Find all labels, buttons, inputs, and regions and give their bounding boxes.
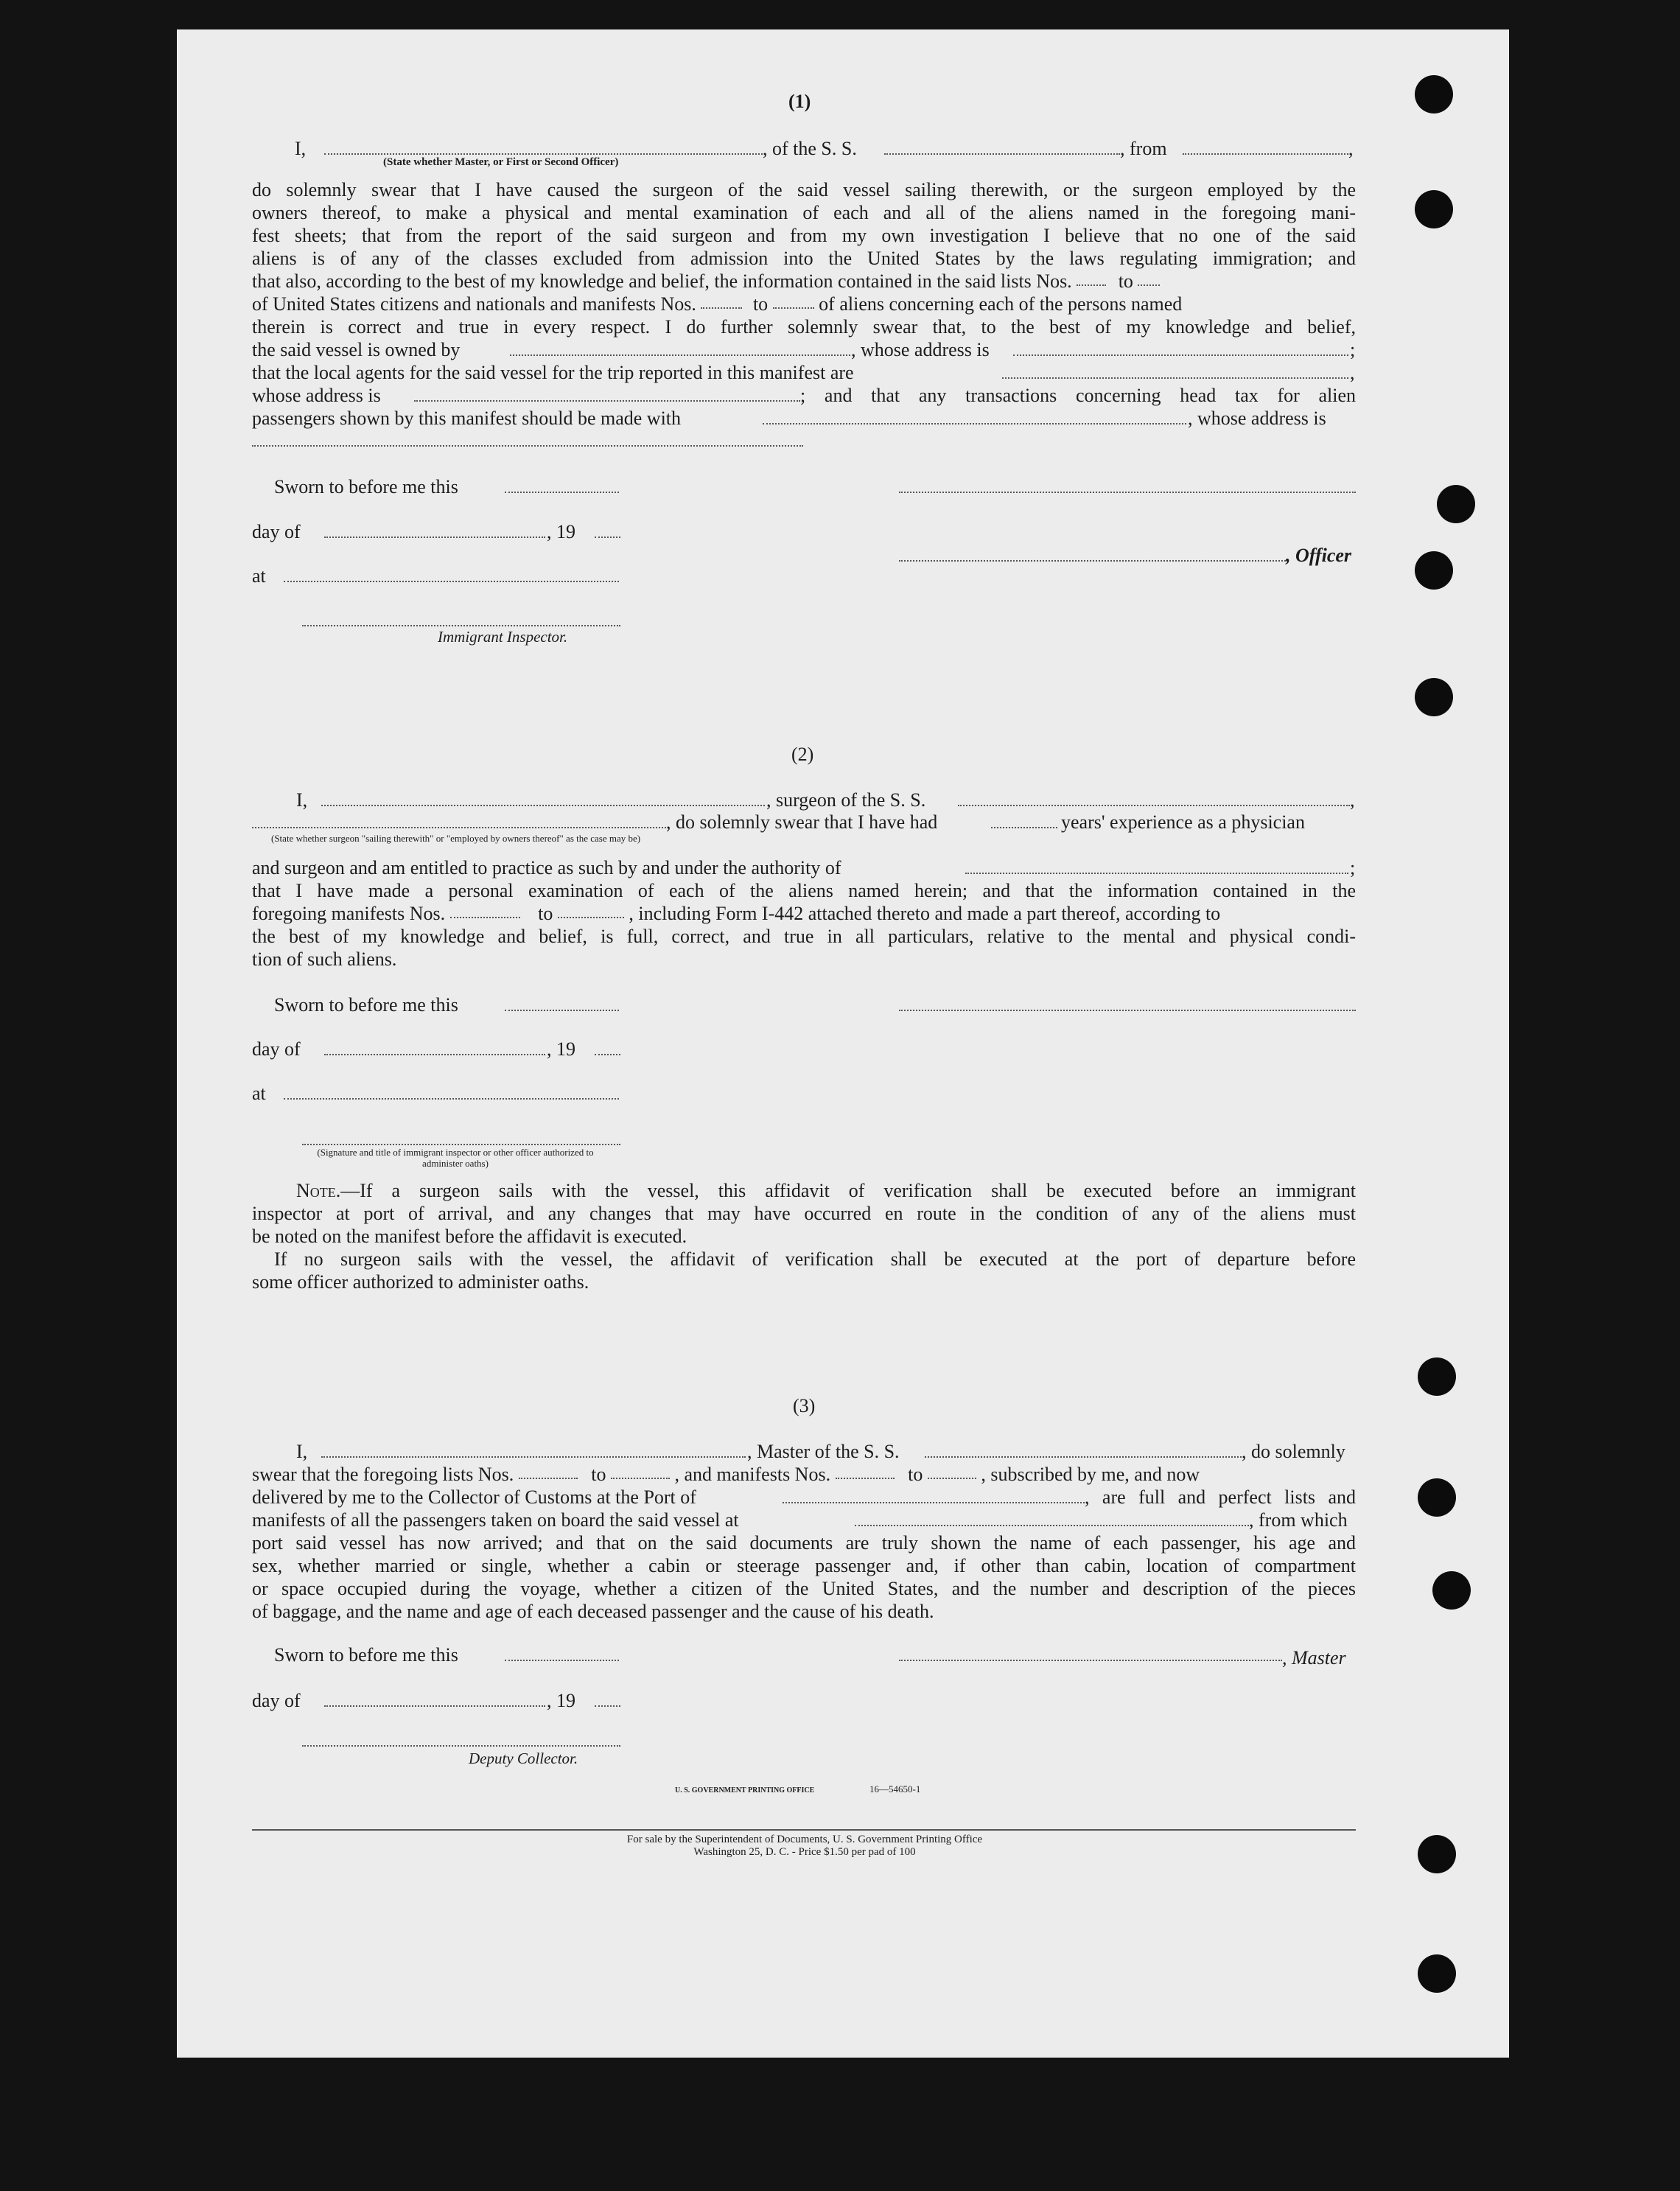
s3-boarded-end: , from which: [1249, 1509, 1348, 1531]
s2-line1-comma: ,: [1350, 789, 1355, 811]
from-port-line: [1183, 153, 1348, 155]
s1-line1-comma: ,: [1348, 138, 1354, 159]
s2-note-line: inspector at port of arrival, and any changes that may have occurred en route in the condition of any of the aliens must: [252, 1203, 1356, 1224]
s1-agents-address-label: whose address is: [252, 385, 381, 406]
vessel-name-line: [884, 153, 1120, 155]
s3-line1-i: I,: [296, 1441, 308, 1462]
s1-paragraph-line: fest sheets; that from the report of the said surgeon and from my own investigation I believe that no one of the said: [252, 225, 1356, 246]
s3-paragraph-line: sex, whether married or single, whether a cabin or steerage passenger and, if other than cabin, location of compartment: [252, 1555, 1356, 1576]
boarding-port-field-line: [855, 1525, 1249, 1526]
owner-field-line: [510, 354, 850, 356]
s2-at-place-line: [284, 1098, 619, 1100]
s3-year-line: [595, 1705, 620, 1707]
s1-passengers-address-label: , whose address is: [1188, 408, 1326, 429]
s2-authority-text: and surgeon and am entitled to practice as such by and under the authority of: [252, 857, 841, 878]
s1-year-line: [595, 537, 620, 538]
s2-form-text: , including Form I-442 attached thereto and made a part thereof, according to: [629, 903, 1221, 924]
s3-lists-to-field: [611, 1477, 670, 1479]
s2-manifest-to-field: [558, 916, 624, 918]
s1-manifest-line: [252, 293, 1356, 315]
binder-hole: [1415, 190, 1453, 228]
sale-notice-line2: Washington 25, D. C. - Price $1.50 per pad of 100: [693, 1846, 916, 1858]
s2-surgeon-name-line: [321, 805, 765, 806]
owner-address-field-line: [1013, 354, 1348, 356]
s3-paragraph-line: port said vessel has now arrived; and that on the said documents are truly shown the name of each passenger, his age and: [252, 1532, 1356, 1554]
s2-month-line: [324, 1054, 545, 1055]
agents-address-field-line: [414, 400, 800, 402]
binder-hole: [1415, 678, 1453, 716]
s3-line1-vessel: , Master of the S. S.: [747, 1441, 900, 1462]
s3-port-text: delivered by me to the Collector of Customs at the Port of: [252, 1486, 696, 1508]
s1-officer-note: (State whether Master, or First or Second Officer): [383, 156, 619, 168]
s3-lists-from-field: [519, 1477, 578, 1479]
lists-to-field: [1138, 284, 1160, 286]
s3-master-signature-line: [899, 1660, 1282, 1661]
s2-note-line: be noted on the manifest before the affidavit is executed.: [252, 1226, 687, 1247]
s3-manifest-to: to: [908, 1464, 923, 1485]
s1-officer-label: , Officer: [1286, 545, 1352, 566]
s3-vessel-name-line: [925, 1456, 1242, 1458]
s3-boarded-text: manifests of all the passengers taken on board the said vessel at: [252, 1509, 739, 1531]
agents-field-line: [1002, 377, 1348, 379]
s1-paragraph-line: therein is correct and true in every respect. I do further solemnly swear that, to the best of my knowledge and belief,: [252, 316, 1356, 338]
s1-manifest-text: of United States citizens and nationals and manifests Nos.: [252, 293, 696, 315]
s3-master-label: , Master: [1282, 1647, 1346, 1668]
s2-year-label: , 19: [547, 1038, 575, 1060]
s3-port-end: , are full and perfect lists and: [1085, 1486, 1356, 1508]
s3-collector-label: Deputy Collector.: [469, 1750, 578, 1767]
s1-headtax-text: ; and that any transactions concerning head tax for alien: [800, 385, 1356, 406]
binder-hole: [1415, 551, 1453, 590]
lists-from-field: [1077, 284, 1106, 286]
s2-sworn-date-line: [505, 1010, 619, 1011]
s3-paragraph-line: or space occupied during the voyage, whether a citizen of the United States, and the number and description of the pieces: [252, 1578, 1356, 1599]
s1-line1-from: , from: [1120, 138, 1167, 159]
s2-paragraph-line: tion of such aliens.: [252, 948, 397, 970]
s2-surgeon-signature-line: [899, 1010, 1356, 1011]
master-name-line: [324, 153, 763, 155]
s2-physician-text: years' experience as a physician: [1061, 811, 1305, 833]
s1-lists-to: to: [1118, 270, 1133, 292]
gpo-imprint: U. S. GOVERNMENT PRINTING OFFICE: [675, 1786, 815, 1795]
s3-manifest-to-field: [928, 1477, 976, 1479]
s2-note-line: some officer authorized to administer oaths.: [252, 1271, 589, 1293]
s2-at-label: at: [252, 1083, 266, 1104]
s3-manifest-from-field: [836, 1477, 895, 1479]
headtax-party-field-line: [763, 423, 1186, 424]
s2-paragraph-line: the best of my knowledge and belief, is full, correct, and true in all particulars, relative to the mental and physical condi-: [252, 926, 1356, 947]
s2-manifest-to: to: [538, 903, 553, 924]
s2-manifest-from-field: [450, 916, 520, 918]
s3-day-label: day of: [252, 1690, 301, 1711]
s1-agents-text: that the local agents for the said vessel for the trip reported in this manifest are: [252, 362, 854, 383]
years-experience-field-line: [991, 827, 1057, 828]
s2-manifests-line: [252, 902, 1356, 925]
s1-owner-end: ;: [1350, 339, 1356, 360]
s3-subscribed-text: , subscribed by me, and now: [981, 1464, 1200, 1485]
port-field-line: [783, 1502, 1085, 1503]
s3-lists-to: to: [591, 1464, 606, 1485]
binder-hole: [1415, 75, 1453, 113]
s1-line1-vessel: , of the S. S.: [763, 138, 857, 159]
s1-inspector-label: Immigrant Inspector.: [438, 628, 568, 646]
s1-sworn-date-line: [505, 492, 619, 493]
s1-at-place-line: [284, 581, 619, 582]
s3-sworn-label: Sworn to before me this: [274, 1644, 458, 1666]
manifest-to-field: [773, 307, 814, 309]
s2-line1-vessel: , surgeon of the S. S.: [766, 789, 926, 811]
s1-lists-line: [252, 270, 1160, 293]
s1-officer-signature-line: [899, 492, 1356, 493]
s3-lists-line: [252, 1463, 1356, 1486]
form-code: 16—54650-1: [869, 1783, 921, 1795]
s3-paragraph-line: of baggage, and the name and age of each deceased passenger and the cause of his death.: [252, 1601, 934, 1622]
s2-day-label: day of: [252, 1038, 301, 1060]
footer-rule: [252, 1829, 1356, 1831]
s2-manifests-text: foregoing manifests Nos.: [252, 903, 446, 924]
s1-line1-i: I,: [295, 138, 307, 159]
s3-month-line: [324, 1705, 545, 1707]
s3-manifests-text: , and manifests Nos.: [674, 1464, 831, 1485]
authority-field-line: [965, 873, 1348, 874]
s2-note-line: If no surgeon sails with the vessel, the affidavit of verification shall be executed at the port of departure before: [274, 1248, 1356, 1270]
binder-hole: [1418, 1954, 1456, 1993]
section-2-number: (2): [791, 744, 814, 765]
s2-surgeon-note: (State whether surgeon "sailing therewith" or "employed by owners thereof" as the case may be): [271, 833, 641, 844]
s3-lists-text: swear that the foregoing lists Nos.: [252, 1464, 514, 1485]
s2-authority-end: ;: [1350, 857, 1356, 878]
s1-agents-end: ,: [1350, 362, 1355, 383]
s2-inspector-note: (Signature and title of immigrant inspector or other officer authorized to administer oaths): [317, 1147, 594, 1169]
section-1-number: (1): [788, 91, 811, 112]
s1-at-label: at: [252, 565, 266, 587]
s2-inspector-signature-line: [302, 1144, 620, 1145]
s1-inspector-signature-line: [302, 625, 620, 626]
s2-surgeon-status-line: [252, 827, 666, 828]
s1-day-label: day of: [252, 521, 301, 542]
s1-officer-title-line: [899, 560, 1286, 562]
s1-paragraph-line: aliens is of any of the classes excluded from admission into the United States by the laws regulating immigration; and: [252, 248, 1356, 269]
s1-manifest-rest: of aliens concerning each of the persons named: [819, 293, 1183, 315]
s1-paragraph-line: owners thereof, to make a physical and mental examination of each and all of the aliens named in the foregoing mani-: [252, 202, 1356, 223]
s1-lists-text: that also, according to the best of my knowledge and belief, the information contained in the said lists Nos.: [252, 270, 1072, 292]
s1-year-label: , 19: [547, 521, 575, 542]
s3-line1-end: , do solemnly: [1242, 1441, 1345, 1462]
binder-hole: [1418, 1835, 1456, 1873]
s1-month-line: [324, 537, 545, 538]
s3-collector-signature-line: [302, 1745, 620, 1747]
s1-sworn-label: Sworn to before me this: [274, 476, 458, 497]
s2-line1-i: I,: [296, 789, 308, 811]
binder-hole: [1432, 1571, 1471, 1610]
section-3-number: (3): [793, 1395, 816, 1416]
s1-owner-address-label: , whose address is: [851, 339, 990, 360]
s2-sworn-label: Sworn to before me this: [274, 994, 458, 1016]
s2-vessel-name-line: [958, 805, 1350, 806]
s1-paragraph-line: do solemnly swear that I have caused the surgeon of the said vessel sailing therewith, or the surgeon employed by the: [252, 179, 1356, 200]
binder-hole: [1437, 485, 1475, 523]
s1-passengers-text: passengers shown by this manifest should be made with: [252, 408, 682, 429]
headtax-address-field-line: [252, 445, 803, 447]
s3-sworn-date-line: [505, 1660, 619, 1661]
s2-year-line: [595, 1054, 620, 1055]
s2-note-text: —If a surgeon sails with the vessel, this affidavit of verification shall be executed before an immigrant: [340, 1180, 1356, 1201]
s3-year-label: , 19: [547, 1690, 575, 1711]
sale-notice-line1: For sale by the Superintendent of Documents, U. S. Government Printing Office: [626, 1834, 983, 1845]
binder-hole: [1418, 1478, 1456, 1517]
s2-note-heading: Note.: [296, 1180, 341, 1201]
s2-paragraph-line: that I have made a personal examination of each of the aliens named herein; and that the information contained in the: [252, 880, 1356, 901]
binder-hole: [1418, 1357, 1456, 1396]
s1-manifest-to: to: [752, 293, 769, 315]
s1-owner-text: the said vessel is owned by: [252, 339, 461, 360]
s2-note-line: [296, 1179, 1356, 1202]
s3-master-name-line: [321, 1456, 746, 1458]
s2-swear-text: , do solemnly swear that I have had: [666, 811, 938, 833]
manifest-from-field: [701, 307, 742, 309]
